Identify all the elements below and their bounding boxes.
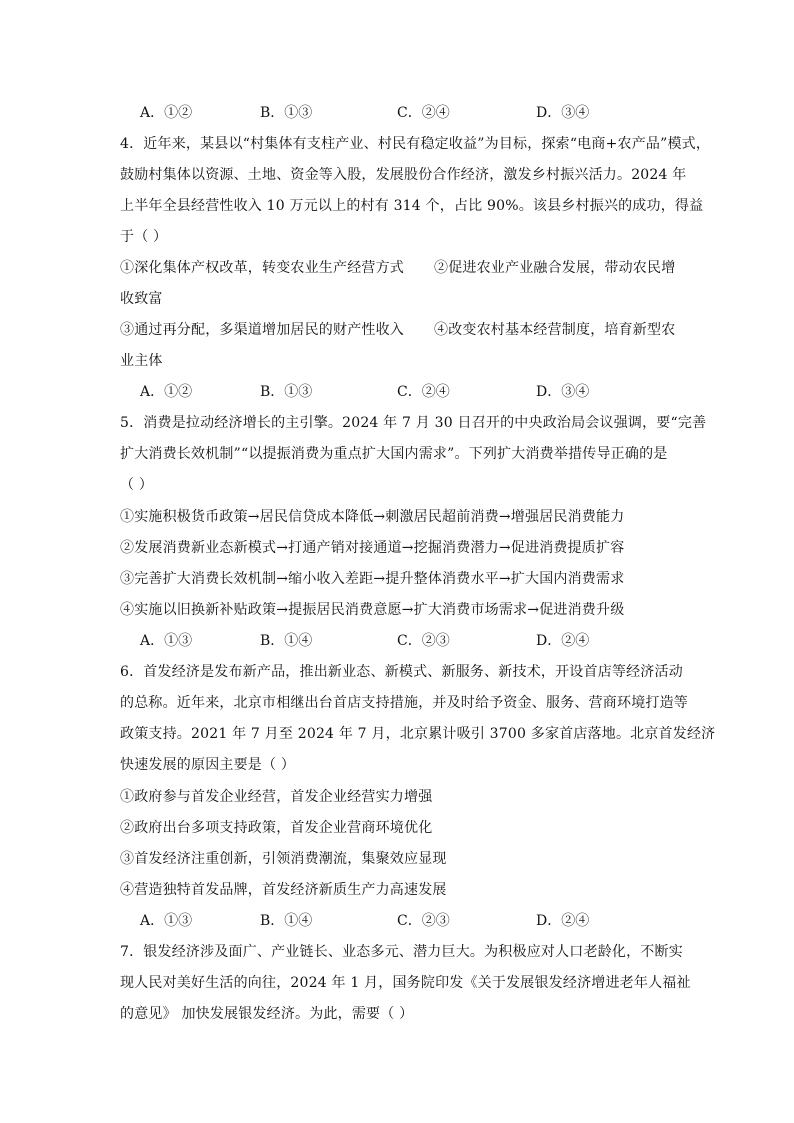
q5-stem-line: 5．消费是拉动经济增长的主引擎。2024 年 7 月 30 日召开的中央政治局会议强调，要“完善 [120,415,707,431]
q6-option-b[interactable]: B．①④ [260,913,313,929]
q4-item-4-cont: 业主体 [120,353,163,369]
q3-option-b[interactable]: B．①③ [260,105,313,121]
q5-item: ③完善扩大消费长效机制→缩小收入差距→提升整体消费水平→扩大国内消费需求 [120,571,625,587]
q4-option-a[interactable]: A．①② [140,384,193,400]
q5-item: ④实施以旧换新补贴政策→提振居民消费意愿→扩大消费市场需求→促进消费升级 [120,602,625,618]
q3-options [140,103,660,123]
q6-item: ③首发经济注重创新，引领消费潮流，集聚效应显现 [120,851,447,867]
q6-item: ④营造独特首发品牌，首发经济新质生产力高速发展 [120,882,447,898]
q6-item: ①政府参与首发企业经营，首发企业经营实力增强 [120,789,433,805]
q6-option-c[interactable]: C．②③ [397,913,450,929]
q5-stem-line: 扩大消费长效机制”“以提振消费为重点扩大国内需求”。下列扩大消费举措传导正确的是 [120,446,668,462]
q4-stem-line: 上半年全县经营性收入 10 万元以上的村有 314 个，占比 90%。该县乡村振兴的成功，得益 [120,198,704,214]
q5-item: ①实施积极货币政策→居民信贷成本降低→刺激居民超前消费→增强居民消费能力 [120,509,625,525]
q6-item: ②政府出台多项支持政策，首发企业营商环境优化 [120,820,433,836]
q4-option-c[interactable]: C．②④ [397,384,450,400]
q4-stem-line: 于（ ） [120,229,168,245]
q4-item-4: ④改变农村基本经营制度，培育新型农 [434,322,676,338]
q7-stem-line: 7．银发经济涉及面广、产业链长、业态多元、潜力巨大。为积极应对人口老龄化，不断实 [120,944,683,960]
q5-option-c[interactable]: C．②③ [397,633,450,649]
q6-stem-line: 快速发展的原因主要是（ ） [120,757,296,773]
q4-option-b[interactable]: B．①③ [260,384,313,400]
q3-option-d[interactable]: D．③④ [536,105,590,121]
q5-stem-line: （ ） [120,477,154,493]
q4-item-2-cont: 收致富 [120,291,163,307]
q6-stem-line: 政策支持。2021 年 7 月至 2024 年 7 月，北京累计吸引 3700 多家首店落地。北京首发经济 [120,726,716,742]
q4-options [140,382,660,402]
q7-stem-line: 的意见》 加快发展银发经济。为此，需要（ ） [120,1006,414,1022]
q3-option-a[interactable]: A．①② [140,105,193,121]
q6-option-d[interactable]: D．②④ [536,913,590,929]
q4-stem-line: 鼓励村集体以资源、土地、资金等入股，发展股份合作经济，激发乡村振兴活力。2024 年 [120,167,687,183]
q7-stem-line: 现人民对美好生活的向往，2024 年 1 月，国务院印发《关于发展银发经济增进老年人福祉 [120,975,691,991]
q5-option-d[interactable]: D．②④ [536,633,590,649]
q6-stem-line: 6．首发经济是发布新产品，推出新业态、新模式、新服务、新技术，开设首店等经济活动 [120,664,683,680]
q6-stem-line: 的总称。近年来，北京市相继出台首店支持措施，并及时给予资金、服务、营商环境打造等 [120,695,688,711]
q5-option-a[interactable]: A．①③ [140,633,193,649]
q4-item-3: ③通过再分配，多渠道增加居民的财产性收入 [120,322,404,338]
q6-option-a[interactable]: A．①③ [140,913,193,929]
q5-option-b[interactable]: B．①④ [260,633,313,649]
q5-item: ②发展消费新业态新模式→打通产销对接通道→挖掘消费潜力→促进消费提质扩容 [120,540,625,556]
q3-option-c[interactable]: C．②④ [397,105,450,121]
q4-item-1: ①深化集体产权改革，转变农业生产经营方式 [120,260,404,276]
q4-stem-line: 4．近年来，某县以“村集体有支柱产业、村民有稳定收益”为目标，探索“电商+农产品”模式， [120,136,711,152]
q4-option-d[interactable]: D．③④ [536,384,590,400]
q5-options [140,631,660,651]
q4-item-2: ②促进农业产业融合发展，带动农民增 [434,260,676,276]
q6-options [140,911,660,931]
